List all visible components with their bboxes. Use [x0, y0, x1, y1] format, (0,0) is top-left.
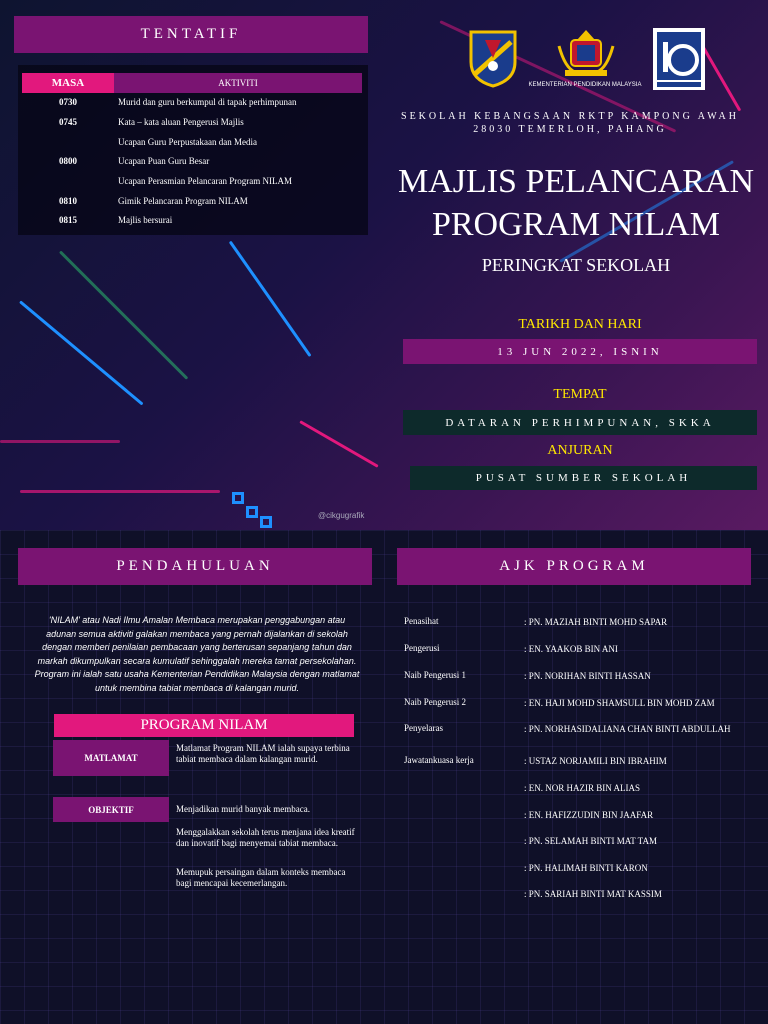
tentatif-time: 0810 [59, 196, 77, 206]
tentatif-activity: Gimik Pelancaran Program NILAM [118, 196, 248, 206]
ajk-title: AJK PROGRAM [397, 548, 751, 585]
ajk-member-name: : USTAZ NORJAMILI BIN IBRAHIM [524, 756, 667, 766]
tentatif-row [22, 97, 362, 107]
ajk-role: Pengerusi [404, 643, 440, 653]
tentatif-activity: Kata – kata aluan Pengerusi Majlis [118, 117, 244, 127]
tentatif-row [22, 156, 362, 166]
neon-line [59, 250, 188, 379]
neon-line [299, 420, 378, 468]
tentatif-row [22, 215, 362, 225]
ajk-role: Penasihat [404, 616, 439, 626]
tentatif-activity: Murid dan guru berkumpul di tapak perhimpunan [118, 97, 297, 107]
tentatif-activity: Ucapan Perasmian Pelancaran Program NILAM [118, 176, 292, 186]
ajk-member-name: : EN. YAAKOB BIN ANI [524, 644, 618, 654]
objektif-item: Menjadikan murid banyak membaca. [176, 804, 310, 814]
ajk-member-name: : EN. HAJI MOHD SHAMSULL BIN MOHD ZAM [524, 698, 715, 708]
tentatif-activity: Ucapan Guru Perpustakaan dan Media [118, 137, 257, 147]
ajk-member-name: : PN. NORIHAN BINTI HASSAN [524, 671, 651, 681]
neon-square [260, 516, 272, 528]
event-subtitle: PERINGKAT SEKOLAH [481, 255, 671, 275]
tentatif-row [22, 176, 362, 186]
pendahuluan-text: 'NILAM' atau Nadi Ilmu Amalan Membaca merupakan penggabungan atau adunan semua aktiviti galakan membaca yang pernah dijalankan di sekolah dengan memberi penilaian pembacaan yang berterusan sepanjang tahun dan markah dikumpulkan secara kumulatif sehinggalah mereka tamat persekolahan. Program ini ialah satu usaha Kementerian Pendidikan Malaysia dengan matlamat untuk membina tabiat membaca di kalangan murid. [34, 615, 360, 693]
tentatif-table-header [22, 73, 362, 93]
masa-header: MASA [22, 73, 114, 93]
neon-line [0, 440, 120, 443]
venue-value: DATARAN PERHIMPUNAN, SKKA [403, 410, 757, 435]
ajk-member-name: : PN. SELAMAH BINTI MAT TAM [524, 836, 657, 846]
venue-heading: TEMPAT [553, 387, 607, 402]
ajk-role: Naib Pengerusi 1 [404, 670, 466, 680]
objektif-label: OBJEKTIF [53, 797, 169, 822]
ajk-role: Penyelaras [404, 723, 443, 733]
neon-line [20, 490, 220, 493]
tentatif-time: 0730 [59, 97, 77, 107]
neon-line [699, 41, 742, 112]
program-title: PROGRAM NILAM [54, 714, 354, 737]
matlamat-text: Matlamat Program NILAM ialah supaya terbina tabiat membaca dalam kalangan murid. [176, 743, 350, 764]
tentatif-row [22, 196, 362, 206]
tentatif-activity: Majlis bersurai [118, 215, 173, 225]
watermark: @cikgugrafik [318, 511, 365, 520]
organizer-value: PUSAT SUMBER SEKOLAH [410, 466, 757, 490]
ajk-role: Jawatankuasa kerja [404, 755, 474, 765]
ministry-crest-icon [555, 28, 617, 80]
tentatif-time: 0800 [59, 156, 77, 166]
school-crest-icon [467, 28, 519, 88]
ajk-member-name: : EN. HAFIZZUDIN BIN JAAFAR [524, 810, 654, 820]
ajk-member-name: : EN. NOR HAZIR BIN ALIAS [524, 783, 640, 793]
date-heading: TARIKH DAN HARI [518, 317, 642, 332]
tentatif-time [22, 137, 114, 147]
tentatif-title: TENTATIF [14, 16, 368, 53]
school-name: SEKOLAH KEBANGSAAN RKTP KAMPONG AWAH [401, 111, 739, 122]
title-line-1: MAJLIS PELANCARAN [397, 163, 755, 200]
organizer-heading: ANJURAN [547, 443, 613, 458]
ajk-member-name: : PN. HALIMAH BINTI KARON [524, 863, 648, 873]
tentatif-row [22, 137, 362, 147]
neon-square [246, 506, 258, 518]
tentatif-activity: Ucapan Puan Guru Besar [118, 156, 210, 166]
tentatif-time: 0815 [59, 215, 77, 225]
school-postcode: 28030 TEMERLOH, PAHANG [473, 124, 667, 135]
ministry-label: KEMENTERIAN PENDIDIKAN MALAYSIA [528, 82, 642, 88]
neon-line [229, 241, 312, 357]
tentatif-time [22, 176, 114, 186]
neon-square [232, 492, 244, 504]
tentatif-time: 0745 [59, 117, 77, 127]
pendahuluan-title: PENDAHULUAN [18, 548, 372, 585]
ajk-member-name: : PN. SARIAH BINTI MAT KASSIM [524, 889, 662, 899]
title-line-2: PROGRAM NILAM [431, 206, 721, 243]
ajk-member-name: : PN. NORHASIDALIANA CHAN BINTI ABDULLAH [524, 724, 731, 734]
aktiviti-header: AKTIVITI [114, 73, 362, 93]
ics-25-logo-icon [653, 28, 705, 90]
date-value: 13 JUN 2022, ISNIN [403, 339, 757, 364]
objektif-item: Memupuk persaingan dalam konteks membaca bagi mencapai kecemerlangan. [176, 867, 346, 888]
school-address [400, 110, 740, 136]
tentatif-row [22, 117, 362, 127]
bottom-background [0, 530, 768, 1024]
objektif-item: Menggalakkan sekolah terus menjana idea kreatif dan inovatif bagi menyemai tabiat membaca. [176, 827, 355, 848]
ajk-role: Naib Pengerusi 2 [404, 697, 466, 707]
ajk-member-name: : PN. MAZIAH BINTI MOHD SAPAR [524, 617, 668, 627]
event-title [390, 160, 762, 246]
matlamat-label: MATLAMAT [53, 740, 169, 776]
